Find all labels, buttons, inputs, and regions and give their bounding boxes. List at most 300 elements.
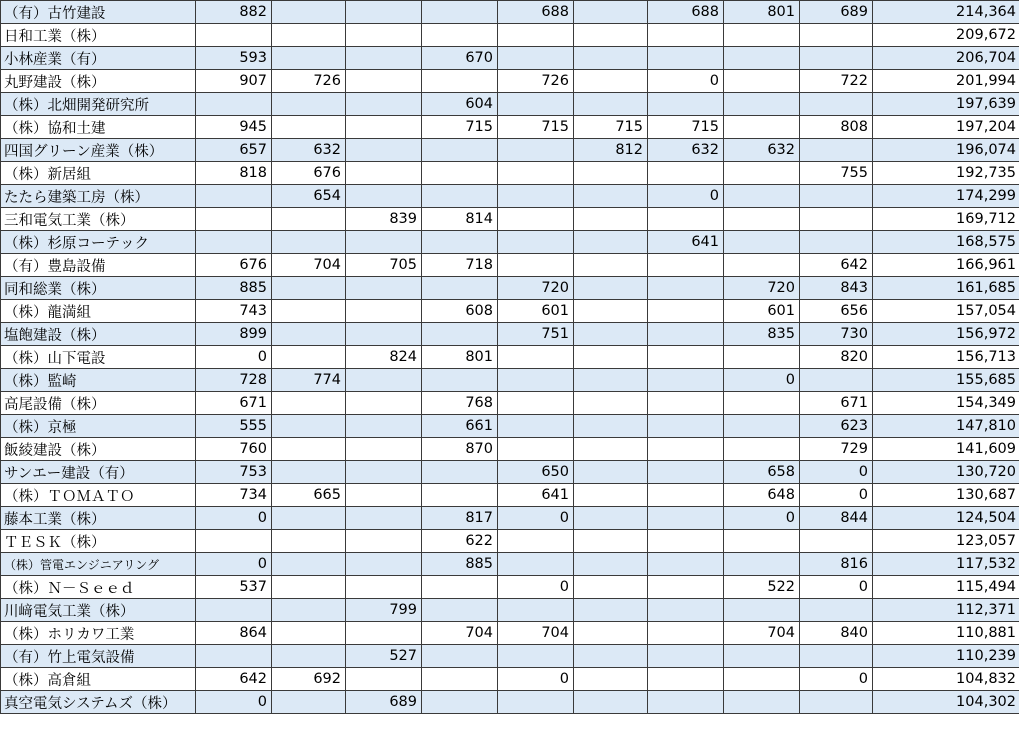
score-cell[interactable]	[346, 553, 422, 576]
score-cell[interactable]	[574, 47, 648, 70]
score-cell[interactable]	[574, 599, 648, 622]
total-cell[interactable]: 169,712	[873, 208, 1019, 231]
score-cell[interactable]: 0	[800, 576, 873, 599]
score-cell[interactable]	[574, 208, 648, 231]
score-cell[interactable]	[272, 208, 346, 231]
score-cell[interactable]	[272, 622, 346, 645]
score-cell[interactable]	[724, 530, 800, 553]
score-cell[interactable]: 870	[422, 438, 498, 461]
score-cell[interactable]	[272, 1, 346, 24]
score-cell[interactable]: 760	[196, 438, 272, 461]
score-cell[interactable]	[346, 1, 422, 24]
score-cell[interactable]	[346, 139, 422, 162]
total-cell[interactable]: 130,687	[873, 484, 1019, 507]
score-cell[interactable]: 676	[272, 162, 346, 185]
company-name-cell[interactable]: 同和総業（株）	[1, 277, 196, 300]
score-cell[interactable]	[648, 484, 724, 507]
score-cell[interactable]: 824	[346, 346, 422, 369]
score-cell[interactable]	[346, 438, 422, 461]
score-cell[interactable]	[498, 47, 574, 70]
score-cell[interactable]	[574, 392, 648, 415]
score-cell[interactable]: 945	[196, 116, 272, 139]
score-cell[interactable]: 729	[800, 438, 873, 461]
score-cell[interactable]	[800, 369, 873, 392]
score-cell[interactable]	[498, 346, 574, 369]
score-cell[interactable]	[196, 530, 272, 553]
total-cell[interactable]: 154,349	[873, 392, 1019, 415]
score-cell[interactable]	[574, 231, 648, 254]
score-cell[interactable]	[648, 530, 724, 553]
score-cell[interactable]	[272, 530, 346, 553]
company-name-cell[interactable]: （有）竹上電気設備	[1, 645, 196, 668]
score-cell[interactable]	[422, 231, 498, 254]
score-cell[interactable]	[574, 553, 648, 576]
score-cell[interactable]: 641	[498, 484, 574, 507]
score-cell[interactable]	[800, 645, 873, 668]
company-name-cell[interactable]: サンエー建設（有）	[1, 461, 196, 484]
score-cell[interactable]: 801	[724, 1, 800, 24]
score-cell[interactable]	[346, 530, 422, 553]
score-cell[interactable]	[422, 461, 498, 484]
score-cell[interactable]	[800, 24, 873, 47]
score-cell[interactable]	[422, 668, 498, 691]
score-cell[interactable]	[346, 70, 422, 93]
score-cell[interactable]	[272, 93, 346, 116]
total-cell[interactable]: 110,239	[873, 645, 1019, 668]
score-cell[interactable]: 885	[196, 277, 272, 300]
score-cell[interactable]: 656	[800, 300, 873, 323]
score-cell[interactable]: 689	[800, 1, 873, 24]
score-cell[interactable]: 671	[196, 392, 272, 415]
score-cell[interactable]: 601	[498, 300, 574, 323]
score-cell[interactable]: 715	[574, 116, 648, 139]
score-cell[interactable]	[346, 415, 422, 438]
score-cell[interactable]	[724, 93, 800, 116]
company-name-cell[interactable]: （株）ホリカワ工業	[1, 622, 196, 645]
score-cell[interactable]: 715	[422, 116, 498, 139]
score-cell[interactable]	[648, 438, 724, 461]
score-cell[interactable]	[422, 24, 498, 47]
score-cell[interactable]	[272, 415, 346, 438]
total-cell[interactable]: 168,575	[873, 231, 1019, 254]
score-cell[interactable]	[422, 70, 498, 93]
score-cell[interactable]: 0	[196, 507, 272, 530]
total-cell[interactable]: 155,685	[873, 369, 1019, 392]
score-cell[interactable]: 522	[724, 576, 800, 599]
score-cell[interactable]	[196, 24, 272, 47]
score-cell[interactable]: 730	[800, 323, 873, 346]
score-cell[interactable]	[648, 668, 724, 691]
total-cell[interactable]: 206,704	[873, 47, 1019, 70]
total-cell[interactable]: 147,810	[873, 415, 1019, 438]
score-cell[interactable]	[574, 484, 648, 507]
score-cell[interactable]: 705	[346, 254, 422, 277]
score-cell[interactable]	[346, 576, 422, 599]
score-cell[interactable]: 728	[196, 369, 272, 392]
score-cell[interactable]	[724, 208, 800, 231]
score-cell[interactable]	[800, 231, 873, 254]
score-cell[interactable]	[346, 231, 422, 254]
score-cell[interactable]: 743	[196, 300, 272, 323]
score-cell[interactable]: 661	[422, 415, 498, 438]
score-cell[interactable]	[346, 392, 422, 415]
score-cell[interactable]	[346, 484, 422, 507]
score-cell[interactable]	[422, 277, 498, 300]
score-cell[interactable]	[422, 576, 498, 599]
score-cell[interactable]: 641	[648, 231, 724, 254]
score-cell[interactable]	[800, 47, 873, 70]
score-cell[interactable]	[574, 668, 648, 691]
score-cell[interactable]: 726	[272, 70, 346, 93]
score-cell[interactable]	[196, 185, 272, 208]
score-cell[interactable]	[800, 139, 873, 162]
score-cell[interactable]	[724, 254, 800, 277]
score-cell[interactable]	[724, 668, 800, 691]
score-cell[interactable]	[648, 208, 724, 231]
score-cell[interactable]: 0	[196, 346, 272, 369]
score-cell[interactable]	[272, 599, 346, 622]
total-cell[interactable]: 104,832	[873, 668, 1019, 691]
score-cell[interactable]	[648, 93, 724, 116]
score-cell[interactable]: 715	[498, 116, 574, 139]
score-cell[interactable]	[422, 1, 498, 24]
score-cell[interactable]: 704	[272, 254, 346, 277]
company-name-cell[interactable]: （株）高倉組	[1, 668, 196, 691]
score-cell[interactable]: 818	[196, 162, 272, 185]
score-cell[interactable]	[272, 553, 346, 576]
score-cell[interactable]	[648, 323, 724, 346]
score-cell[interactable]	[648, 254, 724, 277]
score-cell[interactable]	[724, 70, 800, 93]
score-cell[interactable]	[272, 47, 346, 70]
score-cell[interactable]	[800, 185, 873, 208]
score-cell[interactable]: 755	[800, 162, 873, 185]
score-cell[interactable]: 817	[422, 507, 498, 530]
score-cell[interactable]	[724, 24, 800, 47]
score-cell[interactable]: 604	[422, 93, 498, 116]
score-cell[interactable]: 734	[196, 484, 272, 507]
company-name-cell[interactable]: 塩飽建設（株）	[1, 323, 196, 346]
score-cell[interactable]	[498, 185, 574, 208]
score-cell[interactable]	[648, 645, 724, 668]
score-cell[interactable]: 812	[574, 139, 648, 162]
score-cell[interactable]	[648, 47, 724, 70]
score-cell[interactable]	[422, 139, 498, 162]
company-name-cell[interactable]: （株）Ｎ－Ｓｅｅｄ	[1, 576, 196, 599]
score-cell[interactable]	[346, 185, 422, 208]
score-cell[interactable]	[498, 645, 574, 668]
score-cell[interactable]	[498, 24, 574, 47]
total-cell[interactable]: 201,994	[873, 70, 1019, 93]
company-name-cell[interactable]: 三和電気工業（株）	[1, 208, 196, 231]
score-cell[interactable]: 642	[196, 668, 272, 691]
score-cell[interactable]	[574, 530, 648, 553]
score-cell[interactable]: 816	[800, 553, 873, 576]
score-cell[interactable]	[724, 185, 800, 208]
score-cell[interactable]: 650	[498, 461, 574, 484]
score-cell[interactable]	[800, 691, 873, 714]
score-cell[interactable]	[196, 208, 272, 231]
score-cell[interactable]: 704	[724, 622, 800, 645]
score-cell[interactable]	[724, 438, 800, 461]
company-name-cell[interactable]: （株）協和土建	[1, 116, 196, 139]
total-cell[interactable]: 166,961	[873, 254, 1019, 277]
total-cell[interactable]: 141,609	[873, 438, 1019, 461]
score-cell[interactable]	[574, 691, 648, 714]
score-cell[interactable]: 718	[422, 254, 498, 277]
company-name-cell[interactable]: （株）管電エンジニアリング	[1, 553, 196, 576]
score-cell[interactable]	[574, 622, 648, 645]
company-name-cell[interactable]: （株）北畑開発研究所	[1, 93, 196, 116]
score-cell[interactable]	[422, 369, 498, 392]
score-cell[interactable]: 0	[498, 668, 574, 691]
score-cell[interactable]: 814	[422, 208, 498, 231]
score-cell[interactable]: 0	[800, 484, 873, 507]
score-cell[interactable]	[422, 599, 498, 622]
score-cell[interactable]	[574, 369, 648, 392]
score-cell[interactable]	[574, 277, 648, 300]
company-name-cell[interactable]: 小林産業（有）	[1, 47, 196, 70]
total-cell[interactable]: 174,299	[873, 185, 1019, 208]
score-cell[interactable]: 840	[800, 622, 873, 645]
score-cell[interactable]	[346, 277, 422, 300]
score-cell[interactable]	[648, 507, 724, 530]
total-cell[interactable]: 112,371	[873, 599, 1019, 622]
score-cell[interactable]	[648, 346, 724, 369]
score-cell[interactable]	[724, 553, 800, 576]
score-cell[interactable]	[724, 162, 800, 185]
score-cell[interactable]: 654	[272, 185, 346, 208]
score-cell[interactable]	[272, 24, 346, 47]
score-cell[interactable]	[346, 116, 422, 139]
score-cell[interactable]: 688	[498, 1, 574, 24]
total-cell[interactable]: 161,685	[873, 277, 1019, 300]
score-cell[interactable]	[272, 645, 346, 668]
company-name-cell[interactable]: 高尾設備（株）	[1, 392, 196, 415]
score-cell[interactable]: 527	[346, 645, 422, 668]
score-cell[interactable]	[574, 438, 648, 461]
score-cell[interactable]	[272, 576, 346, 599]
score-cell[interactable]	[574, 507, 648, 530]
score-cell[interactable]	[800, 599, 873, 622]
score-cell[interactable]	[272, 346, 346, 369]
score-cell[interactable]: 0	[498, 576, 574, 599]
score-cell[interactable]	[574, 415, 648, 438]
score-cell[interactable]: 799	[346, 599, 422, 622]
score-cell[interactable]: 632	[272, 139, 346, 162]
score-cell[interactable]	[574, 323, 648, 346]
company-name-cell[interactable]: （有）豊島設備	[1, 254, 196, 277]
score-cell[interactable]: 665	[272, 484, 346, 507]
total-cell[interactable]: 117,532	[873, 553, 1019, 576]
score-cell[interactable]: 720	[498, 277, 574, 300]
score-cell[interactable]	[648, 415, 724, 438]
score-cell[interactable]	[648, 369, 724, 392]
score-cell[interactable]: 671	[800, 392, 873, 415]
score-cell[interactable]: 882	[196, 1, 272, 24]
score-cell[interactable]	[272, 323, 346, 346]
company-name-cell[interactable]: 日和工業（株）	[1, 24, 196, 47]
score-cell[interactable]	[346, 668, 422, 691]
score-cell[interactable]: 676	[196, 254, 272, 277]
score-cell[interactable]	[648, 277, 724, 300]
total-cell[interactable]: 156,713	[873, 346, 1019, 369]
score-cell[interactable]	[648, 622, 724, 645]
score-cell[interactable]	[724, 691, 800, 714]
score-cell[interactable]: 0	[196, 691, 272, 714]
company-name-cell[interactable]: （株）京極	[1, 415, 196, 438]
company-name-cell[interactable]: ＴＥＳＫ（株）	[1, 530, 196, 553]
score-cell[interactable]	[272, 691, 346, 714]
score-cell[interactable]	[574, 70, 648, 93]
score-cell[interactable]	[422, 484, 498, 507]
score-cell[interactable]	[346, 323, 422, 346]
score-cell[interactable]	[346, 461, 422, 484]
score-cell[interactable]	[574, 1, 648, 24]
score-cell[interactable]	[574, 24, 648, 47]
score-cell[interactable]	[272, 392, 346, 415]
score-cell[interactable]	[498, 530, 574, 553]
score-cell[interactable]	[498, 691, 574, 714]
score-cell[interactable]	[498, 369, 574, 392]
score-cell[interactable]	[648, 24, 724, 47]
score-cell[interactable]: 835	[724, 323, 800, 346]
score-cell[interactable]: 0	[800, 461, 873, 484]
score-cell[interactable]	[272, 277, 346, 300]
score-cell[interactable]: 0	[724, 507, 800, 530]
score-cell[interactable]	[346, 622, 422, 645]
score-cell[interactable]: 704	[422, 622, 498, 645]
score-cell[interactable]	[724, 47, 800, 70]
score-cell[interactable]: 768	[422, 392, 498, 415]
company-name-cell[interactable]: 真空電気システムズ（株）	[1, 691, 196, 714]
score-cell[interactable]: 722	[800, 70, 873, 93]
score-cell[interactable]: 632	[648, 139, 724, 162]
score-cell[interactable]	[648, 691, 724, 714]
score-cell[interactable]	[272, 300, 346, 323]
score-cell[interactable]: 907	[196, 70, 272, 93]
score-cell[interactable]	[498, 392, 574, 415]
score-cell[interactable]: 715	[648, 116, 724, 139]
score-cell[interactable]	[574, 346, 648, 369]
score-cell[interactable]: 623	[800, 415, 873, 438]
score-cell[interactable]	[724, 231, 800, 254]
score-cell[interactable]: 0	[724, 369, 800, 392]
company-name-cell[interactable]: （株）ＴＯＭＡＴＯ	[1, 484, 196, 507]
total-cell[interactable]: 209,672	[873, 24, 1019, 47]
score-cell[interactable]	[422, 323, 498, 346]
total-cell[interactable]: 196,074	[873, 139, 1019, 162]
score-cell[interactable]	[724, 415, 800, 438]
score-cell[interactable]	[800, 530, 873, 553]
total-cell[interactable]: 110,881	[873, 622, 1019, 645]
score-cell[interactable]: 808	[800, 116, 873, 139]
total-cell[interactable]: 197,639	[873, 93, 1019, 116]
score-cell[interactable]	[498, 553, 574, 576]
score-cell[interactable]	[498, 254, 574, 277]
company-name-cell[interactable]: （有）古竹建設	[1, 1, 196, 24]
score-cell[interactable]: 608	[422, 300, 498, 323]
score-cell[interactable]	[574, 461, 648, 484]
score-cell[interactable]: 753	[196, 461, 272, 484]
score-cell[interactable]	[498, 438, 574, 461]
score-cell[interactable]	[498, 93, 574, 116]
score-cell[interactable]	[724, 599, 800, 622]
total-cell[interactable]: 124,504	[873, 507, 1019, 530]
company-name-cell[interactable]: （株）龍満組	[1, 300, 196, 323]
score-cell[interactable]	[648, 461, 724, 484]
score-cell[interactable]	[272, 231, 346, 254]
total-cell[interactable]: 156,972	[873, 323, 1019, 346]
score-cell[interactable]	[196, 599, 272, 622]
score-cell[interactable]	[574, 645, 648, 668]
score-cell[interactable]	[498, 208, 574, 231]
score-cell[interactable]: 689	[346, 691, 422, 714]
score-cell[interactable]	[574, 576, 648, 599]
score-cell[interactable]	[574, 185, 648, 208]
company-name-cell[interactable]: 藤本工業（株）	[1, 507, 196, 530]
score-cell[interactable]: 642	[800, 254, 873, 277]
score-cell[interactable]: 0	[196, 553, 272, 576]
score-cell[interactable]	[724, 392, 800, 415]
score-cell[interactable]	[346, 507, 422, 530]
score-cell[interactable]	[648, 599, 724, 622]
score-cell[interactable]: 622	[422, 530, 498, 553]
score-cell[interactable]	[346, 162, 422, 185]
score-cell[interactable]	[574, 254, 648, 277]
score-cell[interactable]	[574, 162, 648, 185]
total-cell[interactable]: 192,735	[873, 162, 1019, 185]
score-cell[interactable]: 726	[498, 70, 574, 93]
score-cell[interactable]: 688	[648, 1, 724, 24]
total-cell[interactable]: 197,204	[873, 116, 1019, 139]
score-cell[interactable]	[346, 93, 422, 116]
company-name-cell[interactable]: （株）監崎	[1, 369, 196, 392]
score-cell[interactable]	[346, 24, 422, 47]
score-cell[interactable]	[346, 369, 422, 392]
total-cell[interactable]: 104,302	[873, 691, 1019, 714]
score-cell[interactable]	[498, 599, 574, 622]
total-cell[interactable]: 115,494	[873, 576, 1019, 599]
score-cell[interactable]	[498, 162, 574, 185]
score-cell[interactable]	[272, 507, 346, 530]
score-cell[interactable]: 801	[422, 346, 498, 369]
company-name-cell[interactable]: 丸野建設（株）	[1, 70, 196, 93]
score-cell[interactable]: 774	[272, 369, 346, 392]
score-cell[interactable]	[422, 645, 498, 668]
company-name-cell[interactable]: 川﨑電気工業（株）	[1, 599, 196, 622]
score-cell[interactable]	[498, 231, 574, 254]
score-cell[interactable]	[724, 346, 800, 369]
score-cell[interactable]	[346, 47, 422, 70]
score-cell[interactable]	[272, 116, 346, 139]
score-cell[interactable]	[498, 139, 574, 162]
score-cell[interactable]	[272, 461, 346, 484]
score-cell[interactable]: 864	[196, 622, 272, 645]
score-cell[interactable]	[196, 93, 272, 116]
score-cell[interactable]	[498, 415, 574, 438]
company-name-cell[interactable]: （株）新居組	[1, 162, 196, 185]
score-cell[interactable]	[648, 553, 724, 576]
score-cell[interactable]: 555	[196, 415, 272, 438]
score-cell[interactable]	[196, 231, 272, 254]
score-cell[interactable]: 844	[800, 507, 873, 530]
company-name-cell[interactable]: たたら建築工房（株）	[1, 185, 196, 208]
score-cell[interactable]: 839	[346, 208, 422, 231]
score-cell[interactable]: 0	[648, 70, 724, 93]
score-cell[interactable]: 843	[800, 277, 873, 300]
total-cell[interactable]: 123,057	[873, 530, 1019, 553]
